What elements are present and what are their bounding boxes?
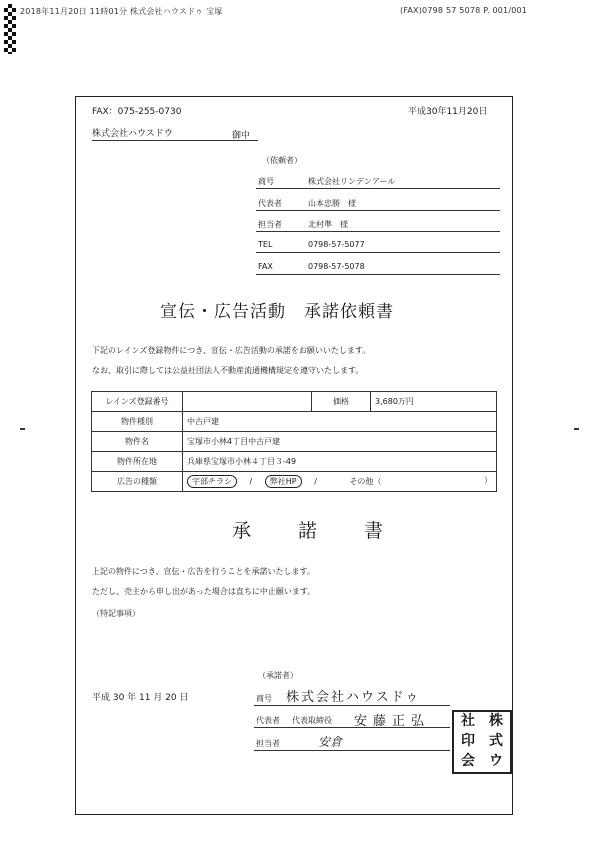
document-title: 宣伝・広告活動 承諾依頼書: [160, 302, 394, 322]
ad-type-options: [183, 472, 497, 492]
approval-date: 平成 30 年 11 月 20 日: [92, 693, 189, 703]
ad-separator: /: [249, 477, 253, 486]
ad-separator: /: [314, 477, 317, 486]
fax-page-counter: (FAX)0798 57 5078 P. 001/001: [400, 6, 528, 15]
consent-line: 上記の物件につき、宣伝・広告を行うことを承諾いたします。: [92, 567, 315, 576]
requester-value: 0798-57-5078: [308, 262, 365, 271]
requester-label: TEL: [258, 240, 273, 249]
row-label: 物件所在地: [92, 452, 183, 472]
requester-rule: [256, 231, 500, 232]
approver-label: 商号: [256, 694, 272, 703]
ad-option-close: ）: [484, 476, 492, 485]
requester-heading: （依頼者）: [262, 156, 302, 165]
requester-rule: [256, 188, 500, 189]
punch-mark: [574, 428, 579, 430]
requester-label: 商号: [258, 177, 274, 186]
reins-value: [183, 392, 312, 412]
recipient-fax: FAX：075-255-0730: [92, 107, 182, 117]
approver-handler: 安倉: [318, 735, 343, 749]
property-table: [91, 391, 497, 492]
row-value: 兵庫県宝塚市小林４丁目３-49: [183, 452, 497, 472]
row-value: 中古戸建: [183, 412, 497, 432]
requester-value: 株式会社リンデンアール: [308, 177, 396, 186]
approver-rule: [254, 750, 450, 751]
seal-char: 式: [489, 733, 503, 749]
punch-mark: [20, 428, 25, 430]
ad-option-other: その他（: [349, 477, 382, 486]
table-row: [92, 412, 497, 432]
ad-option-website: 弊社HP: [265, 475, 302, 488]
requester-label: 代表者: [258, 199, 282, 208]
approver-rule: [254, 705, 450, 706]
price-value: 3,680万円: [371, 392, 497, 412]
ad-type-label: 広告の種類: [92, 472, 183, 492]
row-value: 宝塚市小林4丁目中古戸建: [183, 432, 497, 452]
consent-title: 承 諾 書: [232, 520, 398, 542]
requester-value: 北村準 様: [308, 220, 348, 229]
ad-option-flyer: 宇部チラシ: [187, 475, 237, 488]
seal-char: 社: [461, 713, 475, 729]
intro-line: なお、取引に際しては公益社団法人不動産流通機構規定を遵守いたします。: [92, 366, 364, 375]
special-note-heading: （特記事項）: [92, 609, 140, 618]
consent-line: ただし、売主から申し出があった場合は直ちに中止願います。: [92, 587, 316, 596]
table-row: [92, 472, 497, 492]
intro-line: 下記のレインズ登録物件につき、宣伝・広告活動の承諾をお願いいたします。: [92, 346, 371, 355]
requester-value: 0798-57-5077: [308, 240, 365, 249]
price-label: 価格: [312, 392, 371, 412]
recipient-company: 株式会社ハウスドウ: [92, 129, 173, 139]
fax-marker-pattern: [4, 4, 16, 54]
seal-char: 印: [461, 733, 475, 749]
approver-label: 担当者: [256, 739, 280, 748]
approver-rule: [254, 727, 450, 728]
row-label: 物件名: [92, 432, 183, 452]
requester-rule: [256, 274, 500, 275]
requester-rule: [256, 252, 500, 253]
approver-heading: （承諾者）: [258, 671, 298, 680]
table-row: [92, 432, 497, 452]
requester-rule: [256, 210, 500, 211]
row-label: 物件種別: [92, 412, 183, 432]
approver-rep-name: 安藤正弘: [354, 714, 431, 729]
table-row: [92, 392, 497, 412]
seal-char: 株: [489, 713, 503, 729]
company-seal-stamp: [452, 710, 512, 774]
approver-rep-title: 代表取締役: [292, 716, 332, 725]
requester-value: 山本忠勝 様: [308, 199, 356, 208]
requester-label: FAX: [258, 262, 273, 271]
approver-label: 代表者: [256, 716, 280, 725]
seal-char: ウ: [489, 753, 503, 769]
recipient-underline: [92, 140, 258, 141]
fax-transmission-header: 2018年11月20日 11時01分 株式会社ハウスドゥ 宝塚: [20, 7, 223, 16]
reins-label: レインズ登録番号: [92, 392, 183, 412]
approver-company: 株式会社ハウスドゥ: [286, 690, 421, 705]
document-date: 平成30年11月20日: [408, 107, 488, 117]
requester-label: 担当者: [258, 220, 282, 229]
recipient-honorific: 御中: [232, 131, 251, 141]
seal-char: 会: [461, 753, 475, 769]
table-row: [92, 452, 497, 472]
